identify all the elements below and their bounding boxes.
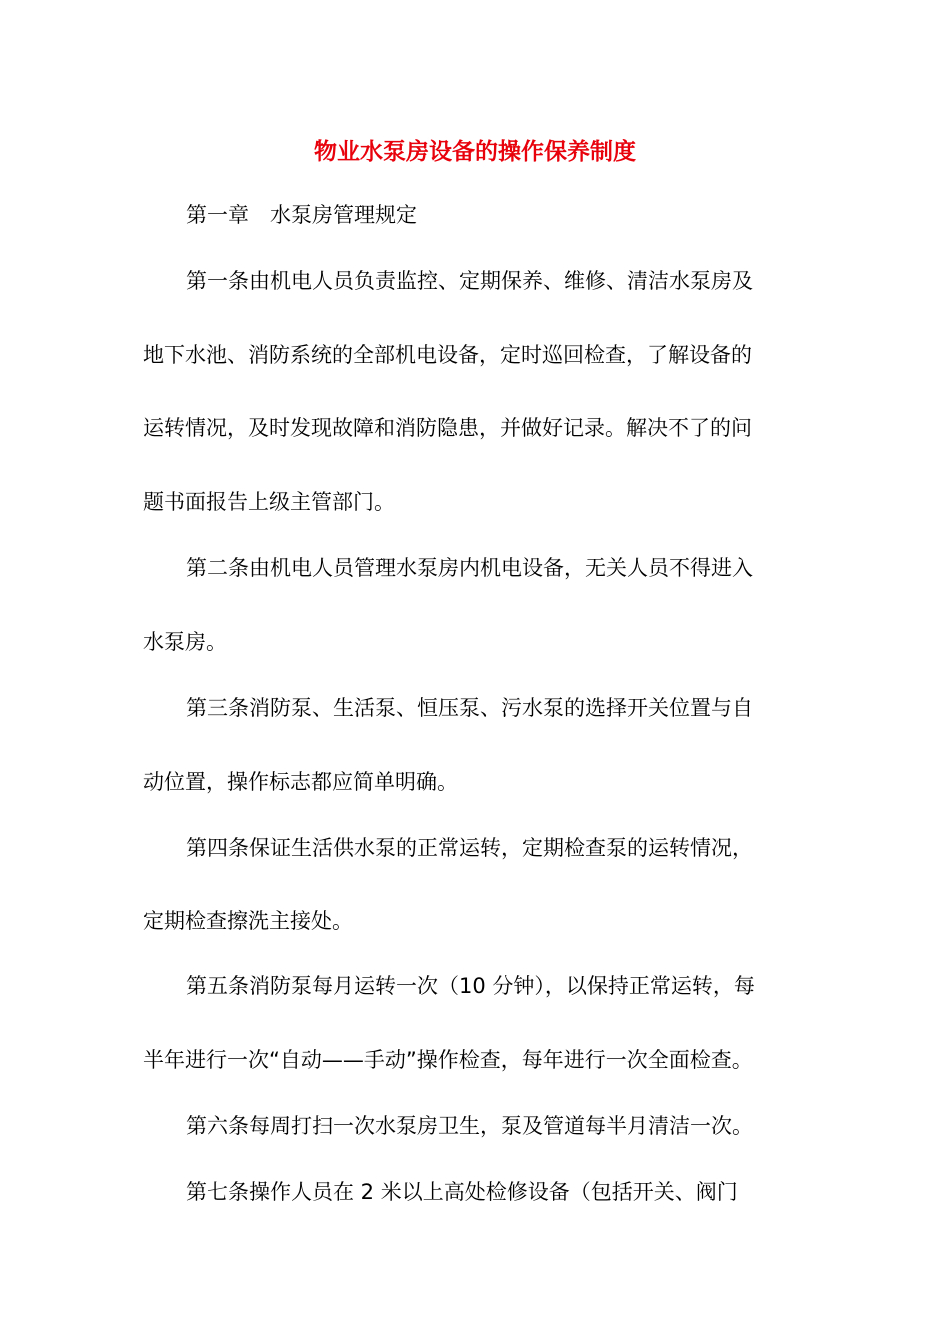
chapter-heading: 第一章 水泵房管理规定 (186, 203, 417, 227)
paragraph-line: 地下水池、消防系统的全部机电设备，定时巡回检查，了解设备的 (143, 343, 752, 367)
paragraph-line: 第五条消防泵每月运转一次（10 分钟），以保持正常运转，每 (186, 974, 755, 998)
paragraph-line: 定期检查擦洗主接处。 (143, 909, 353, 933)
paragraph-line: 第七条操作人员在 2 米以上高处检修设备（包括开关、阀门 (186, 1180, 738, 1204)
paragraph-line: 第四条保证生活供水泵的正常运转，定期检查泵的运转情况， (186, 836, 753, 860)
paragraph-line: 运转情况，及时发现故障和消防隐患，并做好记录。解决不了的问 (143, 416, 752, 440)
paragraph-line: 半年进行一次“自动——手动”操作检查，每年进行一次全面检查。 (143, 1048, 753, 1072)
document-title: 物业水泵房设备的操作保养制度 (314, 139, 636, 165)
paragraph-line: 动位置，操作标志都应简单明确。 (143, 770, 458, 794)
paragraph-line: 题书面报告上级主管部门。 (143, 490, 395, 514)
paragraph-line: 第一条由机电人员负责监控、定期保养、维修、清洁水泵房及 (186, 269, 753, 293)
paragraph-line: 水泵房。 (143, 630, 227, 654)
paragraph-line: 第二条由机电人员管理水泵房内机电设备，无关人员不得进入 (186, 556, 753, 580)
paragraph-line: 第六条每周打扫一次水泵房卫生，泵及管道每半月清洁一次。 (186, 1114, 753, 1138)
paragraph-line: 第三条消防泵、生活泵、恒压泵、污水泵的选择开关位置与自 (186, 696, 753, 720)
